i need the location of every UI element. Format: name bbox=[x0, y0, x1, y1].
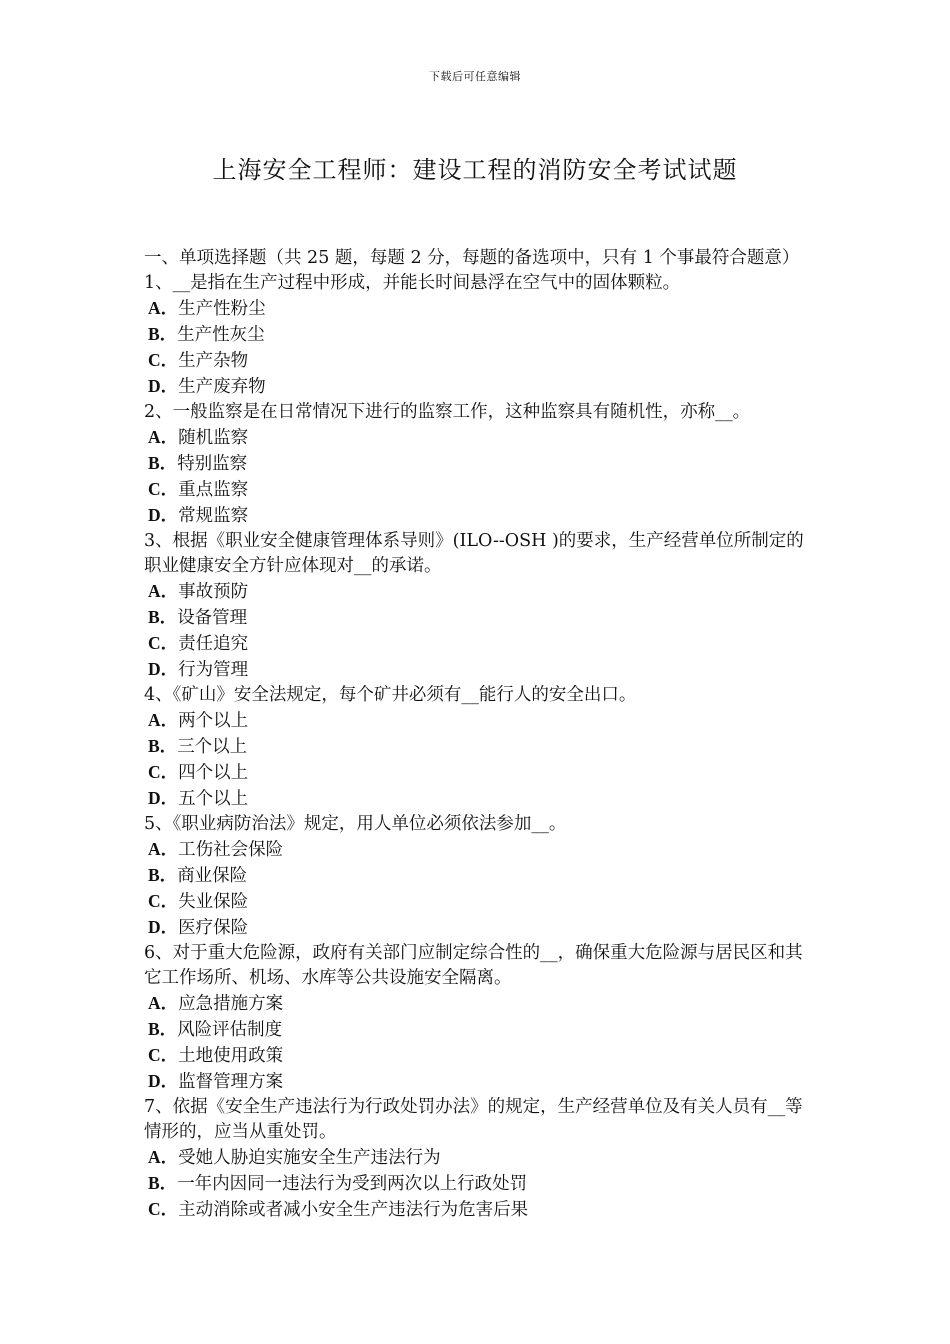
answer-option bbox=[144, 322, 812, 348]
exam-content bbox=[144, 246, 812, 1223]
answer-option bbox=[144, 786, 812, 812]
header-note: 下载后可任意编辑 bbox=[429, 70, 521, 83]
option-letter: A． bbox=[148, 298, 179, 318]
question-text: 6、对于重大危险源，政府有关部门应制定综合性的__，确保重大危险源与居民区和其它工作场所、机场、水库等公共设施安全隔离。 bbox=[144, 943, 803, 988]
answer-option bbox=[144, 1069, 812, 1095]
option-letter: C． bbox=[148, 891, 179, 911]
option-text: 生产杂物 bbox=[178, 351, 249, 371]
option-text: 随机监察 bbox=[178, 428, 249, 448]
question-2 bbox=[144, 400, 812, 529]
option-letter: A． bbox=[148, 839, 179, 859]
option-text: 常规监察 bbox=[178, 506, 249, 526]
section-heading: 一、单项选择题（共 25 题，每题 2 分，每题的备选项中，只有 1 个事最符合题意） bbox=[144, 248, 800, 268]
option-letter: B． bbox=[148, 865, 178, 885]
question-6 bbox=[144, 941, 812, 1095]
option-letter: C． bbox=[148, 633, 179, 653]
option-letter: C． bbox=[148, 762, 179, 782]
answer-option bbox=[144, 631, 812, 657]
option-text: 重点监察 bbox=[178, 480, 249, 500]
option-text: 五个以上 bbox=[178, 789, 249, 809]
question-text: 4、《矿山》安全法规定，每个矿井必须有__能行人的安全出口。 bbox=[144, 685, 637, 705]
option-text: 设备管理 bbox=[177, 608, 248, 628]
answer-option bbox=[144, 1171, 812, 1197]
answer-option bbox=[144, 991, 812, 1017]
question-text: 5、《职业病防治法》规定，用人单位必须依法参加__。 bbox=[144, 814, 567, 834]
answer-option bbox=[144, 889, 812, 915]
answer-option bbox=[144, 734, 812, 760]
option-letter: B． bbox=[148, 324, 178, 344]
option-text: 一年内因同一违法行为受到两次以上行政处罚 bbox=[177, 1174, 528, 1194]
answer-option bbox=[144, 657, 812, 683]
answer-option bbox=[144, 1145, 812, 1171]
option-letter: A． bbox=[148, 993, 179, 1013]
question-list bbox=[144, 271, 812, 1223]
question-5 bbox=[144, 812, 812, 941]
option-text: 事故预防 bbox=[178, 582, 249, 602]
question-text: 2、一般监察是在日常情况下进行的监察工作，这种监察具有随机性，亦称__。 bbox=[144, 402, 751, 422]
option-text: 应急措施方案 bbox=[178, 994, 284, 1014]
answer-option bbox=[144, 374, 812, 400]
option-text: 商业保险 bbox=[177, 866, 248, 886]
question-7 bbox=[144, 1095, 812, 1223]
option-letter: B． bbox=[148, 453, 178, 473]
option-letter: B． bbox=[148, 736, 178, 756]
answer-option bbox=[144, 348, 812, 374]
option-letter: A． bbox=[148, 427, 179, 447]
option-letter: B． bbox=[148, 1019, 178, 1039]
option-text: 四个以上 bbox=[178, 763, 249, 783]
option-text: 医疗保险 bbox=[178, 918, 249, 938]
option-letter: D． bbox=[148, 917, 179, 937]
answer-option bbox=[144, 296, 812, 322]
option-text: 责任追究 bbox=[178, 634, 249, 654]
answer-option bbox=[144, 425, 812, 451]
option-letter: A． bbox=[148, 1147, 179, 1167]
option-letter: C． bbox=[148, 1199, 179, 1219]
option-letter: B． bbox=[148, 1173, 178, 1193]
answer-option bbox=[144, 915, 812, 941]
option-letter: C． bbox=[148, 350, 179, 370]
answer-option bbox=[144, 1017, 812, 1043]
option-text: 两个以上 bbox=[178, 711, 249, 731]
question-text: 7、依据《安全生产违法行为行政处罚办法》的规定，生产经营单位及有关人员有__等情形的，应当从重处罚。 bbox=[144, 1097, 803, 1142]
answer-option bbox=[144, 1043, 812, 1069]
option-letter: D． bbox=[148, 788, 179, 808]
answer-option bbox=[144, 451, 812, 477]
option-letter: C． bbox=[148, 1045, 179, 1065]
option-text: 工伤社会保险 bbox=[178, 840, 284, 860]
answer-option bbox=[144, 503, 812, 529]
option-text: 生产性粉尘 bbox=[178, 299, 266, 319]
question-3 bbox=[144, 529, 812, 683]
answer-option bbox=[144, 708, 812, 734]
question-4 bbox=[144, 683, 812, 812]
option-letter: A． bbox=[148, 581, 179, 601]
option-text: 生产废弃物 bbox=[178, 377, 266, 397]
option-text: 生产性灰尘 bbox=[177, 325, 265, 345]
option-letter: D． bbox=[148, 659, 179, 679]
answer-option bbox=[144, 1197, 812, 1223]
question-text: 1、__是指在生产过程中形成，并能长时间悬浮在空气中的固体颗粒。 bbox=[144, 273, 681, 293]
option-text: 监督管理方案 bbox=[178, 1072, 284, 1092]
option-text: 特别监察 bbox=[177, 454, 248, 474]
option-text: 风险评估制度 bbox=[177, 1020, 283, 1040]
option-text: 失业保险 bbox=[178, 892, 249, 912]
option-text: 土地使用政策 bbox=[178, 1046, 284, 1066]
option-letter: A． bbox=[148, 710, 179, 730]
option-text: 行为管理 bbox=[178, 660, 249, 680]
option-letter: B． bbox=[148, 607, 178, 627]
option-letter: D． bbox=[148, 505, 179, 525]
option-text: 主动消除或者减小安全生产违法行为危害后果 bbox=[178, 1200, 529, 1220]
option-letter: D． bbox=[148, 1071, 179, 1091]
answer-option bbox=[144, 605, 812, 631]
option-letter: C． bbox=[148, 479, 179, 499]
answer-option bbox=[144, 760, 812, 786]
answer-option bbox=[144, 477, 812, 503]
document-title: 上海安全工程师：建设工程的消防安全考试试题 bbox=[212, 156, 738, 184]
option-text: 三个以上 bbox=[177, 737, 248, 757]
answer-option bbox=[144, 863, 812, 889]
answer-option bbox=[144, 579, 812, 605]
question-text: 3、根据《职业安全健康管理体系导则》(ILO--OSH )的要求，生产经营单位所制定的职业健康安全方针应体现对__的承诺。 bbox=[144, 531, 804, 576]
question-1 bbox=[144, 271, 812, 400]
option-letter: D． bbox=[148, 376, 179, 396]
option-text: 受她人胁迫实施安全生产违法行为 bbox=[178, 1148, 441, 1168]
answer-option bbox=[144, 837, 812, 863]
